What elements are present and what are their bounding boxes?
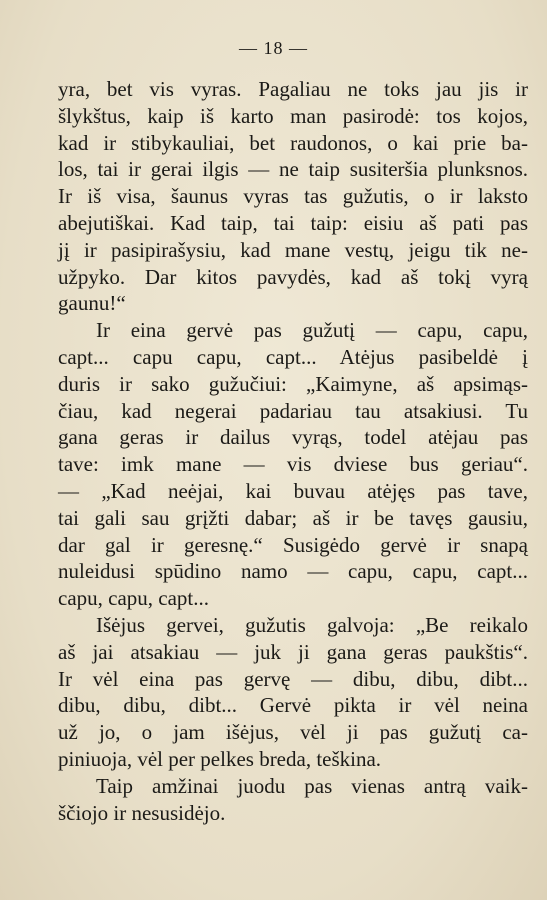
text-line: gana geras ir dailus vyrąs, todel atėjau pas: [58, 425, 528, 450]
body-text: [58, 76, 528, 826]
page-number: — 18 —: [239, 38, 308, 58]
text-line: užpyko. Dar kitos pavydės, kad aš tokį vyrą: [58, 264, 528, 289]
text-line: ščiojo ir nesusidėjo.: [58, 800, 226, 825]
text-line: Išėjus gervei, gužutis galvoja: „Be reikalo: [96, 612, 528, 637]
text-line: nuleidusi spūdino namo — capu, capu, capt...: [58, 559, 528, 584]
text-line: piniuoja, vėl per pelkes breda, teškina.: [58, 746, 382, 771]
text-line: capu, capu, capt...: [58, 586, 210, 611]
text-line: gaunu!“: [58, 291, 126, 316]
text-line: čiau, kad negerai padariau tau atsakiusi. Tu: [58, 398, 528, 423]
text-line: duris ir sako gužučiui: „Kaimyne, aš apsimąs-: [58, 371, 528, 396]
text-line: — „Kad neėjai, kai buvau atėjęs pas tave,: [58, 478, 528, 503]
text-line: dibu, dibu, dibt... Gervė pikta ir vėl neina: [58, 693, 528, 718]
text-line: abejutiškai. Kad taip, tai taip: eisiu aš pati pas: [58, 210, 528, 235]
text-line: Taip amžinai juodu pas vienas antrą vaik-: [96, 773, 528, 798]
text-line: aš jai atsakiau — juk ji gana geras paukštis“.: [58, 639, 528, 664]
text-line: už jo, o jam išėjus, vėl ji pas gužutį ca-: [58, 720, 528, 745]
text-line: yra, bet vis vyras. Pagaliau ne toks jau jis ir: [58, 77, 528, 101]
text-line: tai gali sau grįžti dabar; aš ir be tavęs gausiu,: [58, 505, 528, 530]
text-line: jį ir pasipirašysiu, kad mane vestų, jeigu tik ne-: [58, 237, 528, 262]
text-line: Ir vėl eina pas gervę — dibu, dibu, dibt...: [58, 666, 528, 691]
text-line: šlykštus, kaip iš karto man pasirodė: tos kojos,: [58, 103, 528, 128]
text-line: Ir iš visa, šaunus vyras tas gužutis, o ir laksto: [58, 184, 528, 209]
text-line: dar gal ir geresnę.“ Susigėdo gervė ir snapą: [58, 532, 528, 557]
text-line: Ir eina gervė pas gužutį — capu, capu,: [96, 318, 528, 343]
text-line: capt... capu capu, capt... Atėjus pasibeldė į: [58, 344, 528, 369]
text-line: los, tai ir gerai ilgis — ne taip susiteršia plunksnos.: [58, 157, 528, 182]
text-line: tave: imk mane — vis dviese bus geriau“.: [58, 452, 528, 477]
text-line: kad ir stibykauliai, bet raudonos, o kai prie ba-: [58, 130, 528, 155]
